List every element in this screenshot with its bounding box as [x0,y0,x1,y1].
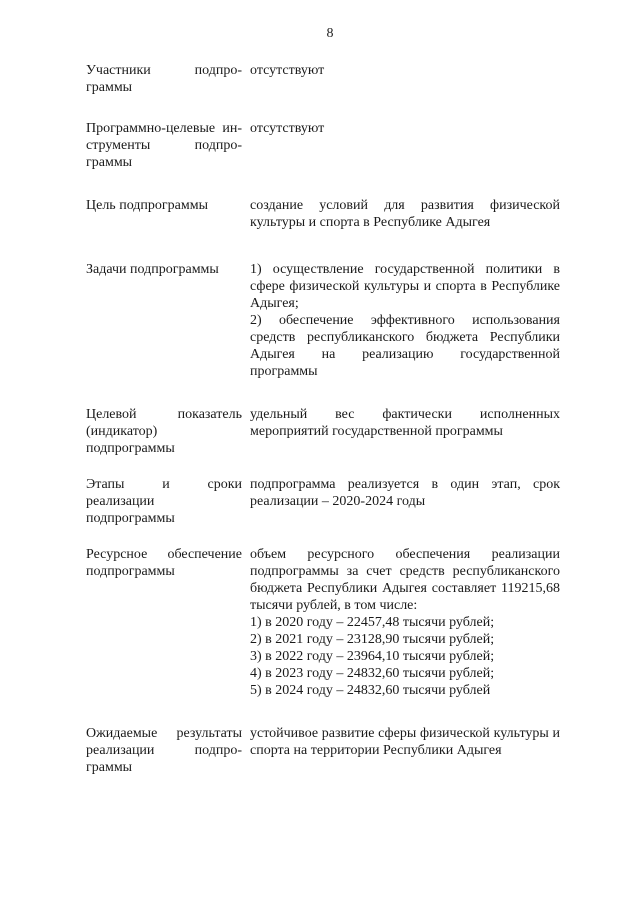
passport-row-participants [86,62,560,96]
value-paragraph: устойчивое развитие сферы физической культуры и спорта на территории Республики Адыгея [250,726,560,758]
row-value [250,476,560,510]
row-value [250,120,560,137]
value-paragraph: 4) в 2023 году – 24832,60 тысячи рублей; [250,666,495,681]
label-part: подпро- [194,63,242,78]
passport-row-instruments [86,120,560,171]
value-paragraph: подпрограмма реализуется в один этап, срок реализации – 2020-2024 годы [250,477,560,509]
row-label [86,546,250,580]
label-part: граммы [86,760,133,775]
row-value [250,406,560,440]
label-part: подпро- [194,743,242,758]
row-label: Целевой показатель (индикатор) подпрограммы [86,407,242,456]
row-value [250,197,560,231]
row-label [86,62,250,96]
value-paragraph: 1) осуществление государственной политики в сфере физической культуры и спорта в Республике Адыгея; [250,262,560,311]
value-paragraph: 3) в 2022 году – 23964,10 тысячи рублей; [250,649,495,664]
label-part: обеспечение [167,547,242,562]
label-part: струменты [86,138,151,153]
label-part: граммы [86,155,133,170]
row-value [250,62,560,79]
row-label: Задачи подпрограммы [86,262,219,277]
row-label [86,120,250,171]
passport-row-expected-results [86,725,560,776]
label-part: ин- [222,121,242,136]
subprogram-passport-table [86,62,560,776]
passport-row-tasks [86,261,560,380]
value-paragraph: 2) обеспечение эффективного использования средств республиканского бюджета Республики Адыгея на реализацию государственной программы [250,313,560,379]
value-paragraph: отсутствуют [250,63,325,78]
passport-row-indicator [86,406,560,457]
passport-row-resources [86,546,560,699]
value-paragraph: объем ресурсного обеспечения реализации подпрограммы за счет средств республиканского бюджета Республики Адыгея составляет 119215,68 тысячи рублей, в том числе: [250,547,560,613]
label-part: Программно-целевые [86,121,216,136]
value-paragraph: отсутствуют [250,121,325,136]
value-paragraph: создание условий для развития физической культуры и спорта в Республике Адыгея [250,198,560,230]
label-part: результаты [176,726,242,741]
label-part: Ресурсное [86,547,148,562]
value-paragraph: 5) в 2024 году – 24832,60 тысячи рублей [250,683,491,698]
label-part: подпро- [194,138,242,153]
row-value [250,261,560,380]
row-label: Цель подпрограммы [86,198,208,213]
passport-row-stages [86,476,560,527]
label-part: Участники [86,63,151,78]
label-part: подпрограммы [86,564,175,579]
row-label [86,725,250,776]
row-value [250,725,560,759]
row-label: Этапы и сроки реализации подпрограммы [86,477,242,526]
value-paragraph: 1) в 2020 году – 22457,48 тысячи рублей; [250,615,495,630]
passport-row-goal [86,197,560,231]
label-part: реализации [86,743,155,758]
row-value [250,546,560,699]
label-part: граммы [86,80,133,95]
value-paragraph: удельный вес фактически исполненных мероприятий государственной программы [250,407,560,439]
label-part: Ожидаемые [86,726,158,741]
page-number: 8 [326,26,334,41]
value-paragraph: 2) в 2021 году – 23128,90 тысячи рублей; [250,632,495,647]
